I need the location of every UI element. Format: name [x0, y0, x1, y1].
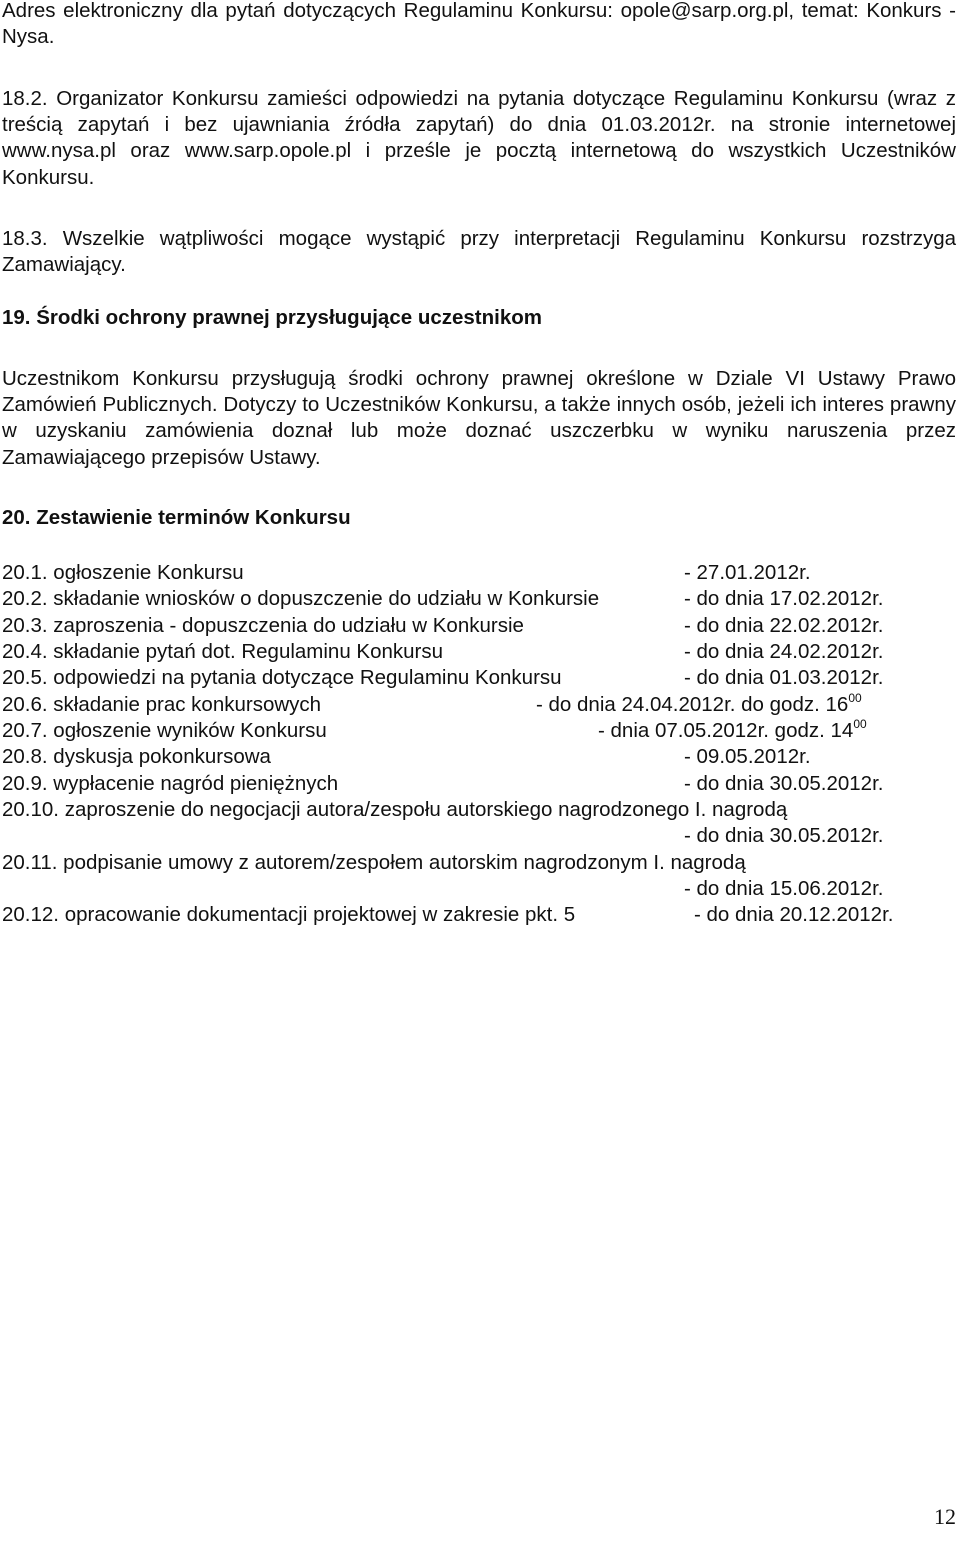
schedule-item-3: 20.3. zaproszenia - dopuszczenia do udziału w Konkursie — [2, 614, 524, 637]
schedule-date-2: - do dnia 17.02.2012r. — [684, 587, 884, 610]
schedule-item-6: 20.6. składanie prac konkursowych — [2, 693, 322, 716]
page-number: 12 — [934, 1504, 956, 1529]
schedule-date-11: - do dnia 15.06.2012r. — [684, 877, 884, 900]
schedule-date-3: - do dnia 22.02.2012r. — [684, 614, 884, 637]
schedule-date-6 — [536, 693, 862, 717]
schedule-item-10: 20.10. zaproszenie do negocjacji autora/zespołu autorskiego nagrodzonego I. nagrodą — [2, 798, 788, 821]
schedule-item-9: 20.9. wypłacenie nagród pieniężnych — [2, 772, 339, 795]
schedule-date-6-text: - do dnia 24.04.2012r. do godz. 16 — [536, 693, 849, 716]
schedule-date-6-sup: 00 — [848, 691, 862, 705]
schedule-item-11: 20.11. podpisanie umowy z autorem/zespołem autorskim nagrodzonym I. nagrodą — [2, 851, 746, 874]
schedule-item-5: 20.5. odpowiedzi na pytania dotyczące Regulaminu Konkursu — [2, 666, 562, 689]
schedule-date-7-text: - dnia 07.05.2012r. godz. 14 — [598, 719, 854, 742]
schedule-date-12: - do dnia 20.12.2012r. — [694, 903, 894, 926]
section-19-heading: 19. Środki ochrony prawnej przysługujące uczestnikom — [2, 306, 542, 329]
schedule-date-7-sup: 00 — [853, 717, 867, 731]
schedule-item-1: 20.1. ogłoszenie Konkursu — [2, 561, 244, 584]
schedule-date-9: - do dnia 30.05.2012r. — [684, 772, 884, 795]
section-20-heading: 20. Zestawienie terminów Konkursu — [2, 506, 351, 529]
paragraph-19: Uczestnikom Konkursu przysługują środki ochrony prawnej określone w Dziale VI Ustawy Prawo Zamówień Publicznych. Dotyczy to Uczestników Konkursu, a także innych osób, jeżeli ich interes prawny w uzyskaniu zamówienia doznał lub może doznać uszczerbku w wyniku naruszenia przez Zamawiającego przepisów Ustawy. — [2, 367, 956, 469]
schedule-item-8: 20.8. dyskusja pokonkursowa — [2, 745, 271, 768]
schedule-date-7 — [598, 719, 867, 743]
schedule-item-7: 20.7. ogłoszenie wyników Konkursu — [2, 719, 327, 742]
schedule-date-8: - 09.05.2012r. — [684, 745, 811, 768]
schedule-date-1: - 27.01.2012r. — [684, 561, 811, 584]
schedule-date-4: - do dnia 24.02.2012r. — [684, 640, 884, 663]
schedule-date-10: - do dnia 30.05.2012r. — [684, 824, 884, 847]
schedule-item-12: 20.12. opracowanie dokumentacji projektowej w zakresie pkt. 5 — [2, 903, 576, 926]
schedule-item-2: 20.2. składanie wniosków o dopuszczenie do udziału w Konkursie — [2, 587, 600, 610]
schedule-date-5: - do dnia 01.03.2012r. — [684, 666, 884, 689]
schedule-item-4: 20.4. składanie pytań dot. Regulaminu Konkursu — [2, 640, 444, 663]
intro-paragraph: Adres elektroniczny dla pytań dotyczących Regulaminu Konkursu: opole@sarp.org.pl, temat: Konkurs - Nysa. — [2, 0, 956, 49]
paragraph-18-2: 18.2. Organizator Konkursu zamieści odpowiedzi na pytania dotyczące Regulaminu Konkursu (wraz z treścią zapytań i bez ujawniania źródła zapytań) do dnia 01.03.2012r. na stronie internetowej www.nysa.pl oraz www.sarp.opole.pl i prześle je pocztą internetową do wszystkich Uczestników Konkursu. — [2, 87, 956, 189]
paragraph-18-3: 18.3. Wszelkie wątpliwości mogące wystąpić przy interpretacji Regulaminu Konkursu rozstrzyga Zamawiający. — [2, 227, 956, 277]
